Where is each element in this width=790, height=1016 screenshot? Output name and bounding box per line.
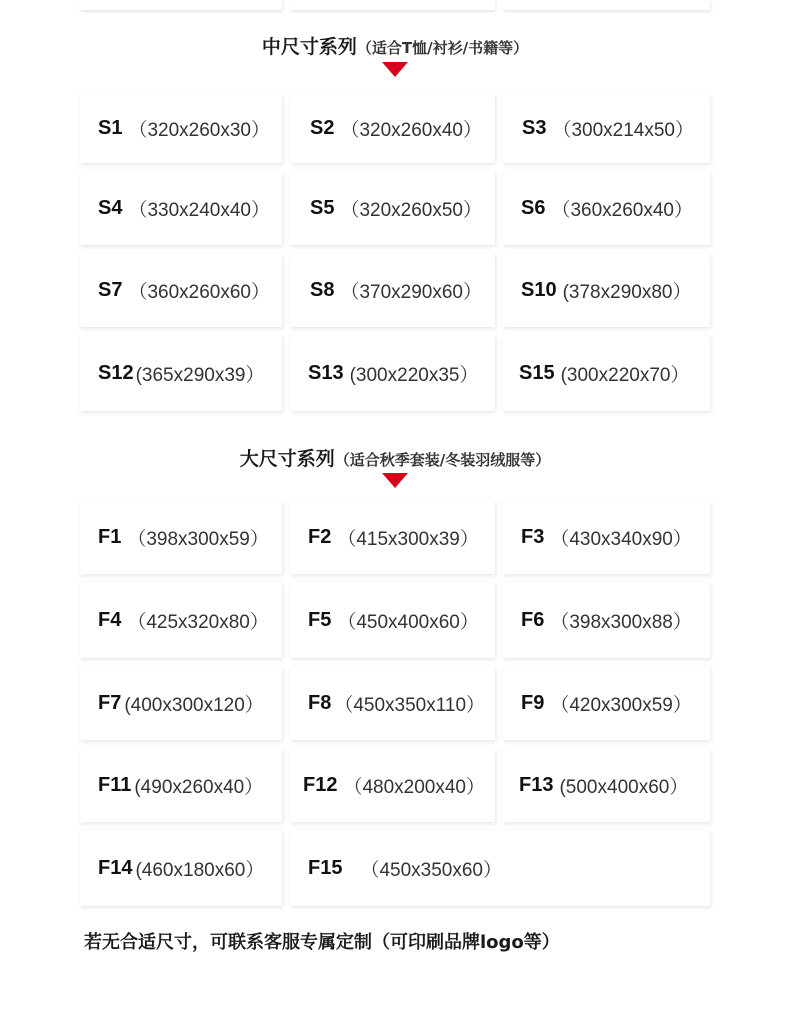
large-section-heading <box>0 444 790 471</box>
size-dimensions: (300x220x35） <box>349 364 479 386</box>
size-dimensions: （420x300x59） <box>550 694 692 716</box>
size-card-s10 <box>503 253 710 327</box>
medium-section-subtitle: （适合T恤/衬衫/书籍等） <box>356 39 529 57</box>
size-card-s4 <box>80 171 282 245</box>
size-code: S10 <box>521 278 557 301</box>
size-code: F8 <box>308 691 332 714</box>
size-dimensions: （360x260x60） <box>128 281 271 303</box>
size-dimensions: （398x300x88） <box>550 611 692 633</box>
size-card-f13 <box>503 748 710 822</box>
size-card-s8 <box>290 253 495 327</box>
size-code: F6 <box>521 608 545 631</box>
size-dimensions: (365x290x39） <box>135 364 265 386</box>
previous-row-strip <box>80 0 710 10</box>
size-code: F15 <box>308 856 343 879</box>
size-dimensions: （370x290x60） <box>340 281 483 303</box>
size-dimensions: (500x400x60） <box>559 776 689 798</box>
size-code: S4 <box>98 196 123 219</box>
size-code: F1 <box>98 525 122 548</box>
size-code: S7 <box>98 278 123 301</box>
size-card-s6 <box>503 171 710 245</box>
size-dimensions: （425x320x80） <box>127 611 269 633</box>
large-section-subtitle: （适合秋季套装/冬装羽绒服等） <box>334 451 551 469</box>
size-code: S1 <box>98 116 123 139</box>
size-dimensions: （330x240x40） <box>128 199 271 221</box>
size-code: S15 <box>519 361 555 384</box>
down-arrow-icon <box>382 62 408 77</box>
size-dimensions: （320x260x50） <box>340 199 483 221</box>
size-card-f3 <box>503 500 710 574</box>
strip-card <box>503 0 710 10</box>
large-section-title: 大尺寸系列 <box>239 448 335 470</box>
size-dimensions: (490x260x40） <box>134 776 264 798</box>
size-code: S13 <box>308 361 344 384</box>
size-code: F13 <box>519 773 554 796</box>
size-dimensions: （320x260x40） <box>340 119 483 141</box>
size-card-f1 <box>80 500 282 574</box>
size-code: S12 <box>98 361 134 384</box>
size-card-s2 <box>290 93 495 163</box>
size-code: F11 <box>98 773 132 796</box>
size-code: S5 <box>310 196 335 219</box>
size-card-f15 <box>290 830 710 906</box>
size-dimensions: （415x300x39） <box>337 528 479 550</box>
size-card-s12 <box>80 335 282 411</box>
size-dimensions: (400x300x120） <box>124 694 264 716</box>
size-code: S2 <box>310 116 335 139</box>
size-card-s7 <box>80 253 282 327</box>
size-card-f5 <box>290 582 495 658</box>
size-code: F9 <box>521 691 545 714</box>
size-dimensions: （398x300x59） <box>127 528 269 550</box>
size-card-f12 <box>290 748 495 822</box>
size-dimensions: （450x350x60） <box>360 859 503 881</box>
size-card-s5 <box>290 171 495 245</box>
size-card-s15 <box>503 335 710 411</box>
strip-card <box>80 0 282 10</box>
size-card-s3 <box>503 93 710 163</box>
size-dimensions: (460x180x60） <box>135 859 265 881</box>
size-card-s13 <box>290 335 495 411</box>
size-card-s1 <box>80 93 282 163</box>
size-code: F12 <box>303 773 338 796</box>
size-card-f8 <box>290 666 495 740</box>
size-dimensions: （430x340x90） <box>550 528 692 550</box>
size-code: F3 <box>521 525 545 548</box>
size-code: F2 <box>308 525 332 548</box>
size-card-f6 <box>503 582 710 658</box>
size-code: F7 <box>98 691 122 714</box>
size-dimensions: （450x400x60） <box>337 611 479 633</box>
size-card-f4 <box>80 582 282 658</box>
size-card-f7 <box>80 666 282 740</box>
size-dimensions: （450x350x110） <box>334 694 486 716</box>
size-code: F4 <box>98 608 122 631</box>
size-code: S6 <box>521 196 546 219</box>
size-code: F5 <box>308 608 332 631</box>
size-card-f11 <box>80 748 282 822</box>
size-dimensions: （480x200x40） <box>343 776 486 798</box>
down-arrow-icon <box>382 473 408 488</box>
size-dimensions: (378x290x80） <box>562 281 692 303</box>
medium-section-heading <box>0 32 790 59</box>
strip-card <box>290 0 495 10</box>
size-dimensions: （360x260x40） <box>551 199 694 221</box>
size-card-f9 <box>503 666 710 740</box>
custom-size-note: 若无合适尺寸，可联系客服专属定制（可印刷品牌logo等） <box>84 932 560 953</box>
size-dimensions: （320x260x30） <box>128 119 271 141</box>
size-code: S8 <box>310 278 335 301</box>
size-code: F14 <box>98 856 133 879</box>
medium-section-title: 中尺寸系列 <box>261 36 357 58</box>
size-code: S3 <box>522 116 547 139</box>
size-card-f14 <box>80 830 282 906</box>
size-dimensions: (300x220x70） <box>560 364 690 386</box>
size-card-f2 <box>290 500 495 574</box>
size-dimensions: （300x214x50） <box>552 119 695 141</box>
